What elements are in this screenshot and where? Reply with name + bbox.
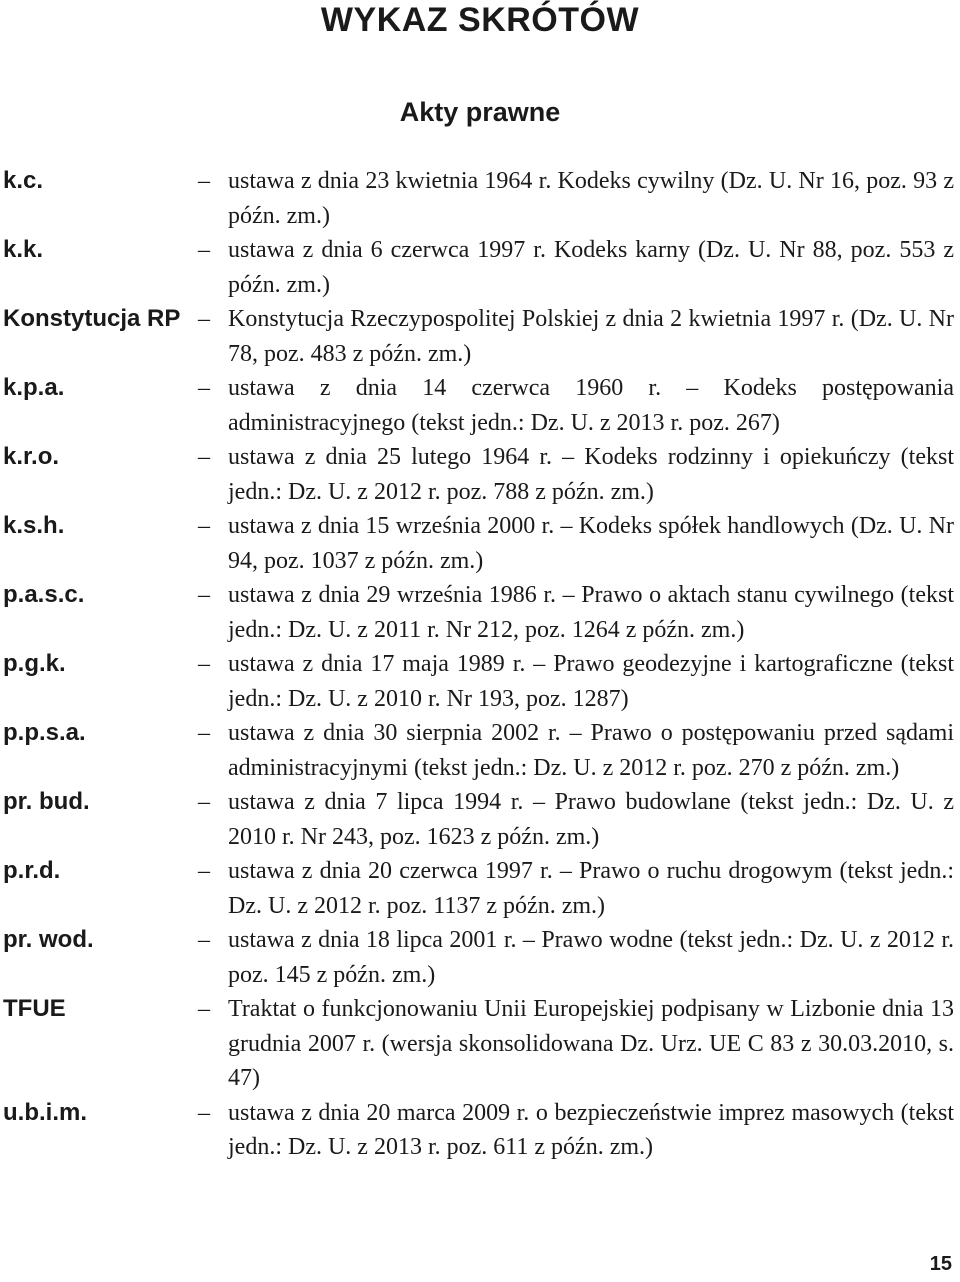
abbreviation: p.a.s.c. [3, 581, 85, 608]
list-item [0, 302, 960, 371]
abbreviation: k.c. [3, 167, 44, 194]
abbreviation: p.r.d. [3, 857, 61, 884]
list-item [0, 371, 960, 440]
list-item [0, 440, 960, 509]
abbreviation: pr. bud. [3, 788, 90, 815]
abbreviation-description: ustawa z dnia 30 sierpnia 2002 r. – Prawo o postępowaniu przed sądami administracyjnymi (tekst jedn.: Dz. U. z 2012 r. poz. 270 z późn. zm.) [228, 720, 954, 781]
list-item [0, 509, 960, 578]
abbreviation: u.b.i.m. [3, 1098, 87, 1126]
dash-separator: – [198, 720, 210, 746]
abbreviation: p.p.s.a. [3, 719, 86, 746]
abbreviation: pr. wod. [3, 926, 94, 953]
abbreviation-description: ustawa z dnia 15 września 2000 r. – Kodeks spółek handlowych (Dz. U. Nr 94, poz. 1037 z późn. zm.) [228, 513, 954, 574]
dash-separator: – [198, 444, 210, 470]
list-item [0, 854, 960, 923]
dash-separator: – [198, 513, 210, 539]
dash-separator: – [198, 375, 210, 401]
abbreviation-description: ustawa z dnia 20 czerwca 1997 r. – Prawo o ruchu drogowym (tekst jedn.: Dz. U. z 2012 r. poz. 1137 z późn. zm.) [228, 858, 954, 919]
section-title: Akty prawne [399, 97, 561, 127]
abbreviation-description: ustawa z dnia 7 lipca 1994 r. – Prawo budowlane (tekst jedn.: Dz. U. z 2010 r. Nr 243, poz. 1623 z późn. zm.) [228, 789, 954, 850]
abbreviation-description: ustawa z dnia 18 lipca 2001 r. – Prawo wodne (tekst jedn.: Dz. U. z 2012 r. poz. 145 z późn. zm.) [228, 927, 954, 988]
dash-separator: – [198, 927, 210, 953]
list-item [0, 923, 960, 992]
page-number: 15 [929, 1253, 952, 1275]
list-item [0, 716, 960, 785]
list-item [0, 164, 960, 233]
abbreviation-description: Konstytucja Rzeczypospolitej Polskiej z dnia 2 kwietnia 1997 r. (Dz. U. Nr 78, poz. 483 z późn. zm.) [228, 306, 954, 367]
list-item [0, 578, 960, 647]
dash-separator: – [198, 651, 210, 677]
dash-separator: – [198, 858, 210, 884]
dash-separator: – [198, 306, 210, 332]
list-item [0, 785, 960, 854]
abbreviation: Konstytucja RP [3, 305, 181, 332]
abbreviation-description: Traktat o funkcjonowaniu Unii Europejskiej podpisany w Lizbonie dnia 13 grudnia 2007 r. (wersja skonsolidowana Dz. Urz. UE C 83 z 30.03.2010, s. 47) [228, 996, 954, 1091]
abbreviation-description: ustawa z dnia 23 kwietnia 1964 r. Kodeks cywilny (Dz. U. Nr 16, poz. 93 z późn. zm.) [228, 168, 954, 229]
list-item [0, 992, 960, 1096]
dash-separator: – [198, 996, 210, 1022]
list-item [0, 233, 960, 302]
page-title: WYKAZ SKRÓTÓW [320, 1, 640, 39]
abbreviation: TFUE [3, 995, 66, 1022]
abbreviation: k.k. [3, 236, 44, 263]
dash-separator: – [198, 1099, 210, 1126]
abbreviation: k.p.a. [3, 374, 65, 401]
abbreviation-description: ustawa z dnia 25 lutego 1964 r. – Kodeks rodzinny i opiekuńczy (tekst jedn.: Dz. U. z 2012 r. poz. 788 z późn. zm.) [228, 444, 954, 505]
abbreviation-description: ustawa z dnia 14 czerwca 1960 r. – Kodeks postępowania administracyjnego (tekst jedn.: Dz. U. z 2013 r. poz. 267) [228, 375, 954, 436]
abbreviation-description: ustawa z dnia 6 czerwca 1997 r. Kodeks karny (Dz. U. Nr 88, poz. 553 z późn. zm.) [228, 237, 954, 298]
dash-separator: – [198, 789, 210, 815]
dash-separator: – [198, 582, 210, 608]
abbreviation: p.g.k. [3, 650, 66, 677]
dash-separator: – [198, 237, 210, 263]
abbreviation-list [0, 164, 960, 1165]
abbreviation-description: ustawa z dnia 20 marca 2009 r. o bezpieczeństwie imprez masowych (tekst jedn.: Dz. U. z 2013 r. poz. 611 z późn. zm.) [228, 1099, 954, 1160]
abbreviation: k.r.o. [3, 443, 60, 470]
dash-separator: – [198, 168, 210, 194]
abbreviation-description: ustawa z dnia 29 września 1986 r. – Prawo o aktach stanu cywilnego (tekst jedn.: Dz. U. z 2011 r. Nr 212, poz. 1264 z późn. zm.) [228, 582, 954, 643]
abbreviation-description: ustawa z dnia 17 maja 1989 r. – Prawo geodezyjne i kartograficzne (tekst jedn.: Dz. U. z 2010 r. Nr 193, poz. 1287) [228, 651, 954, 712]
list-item [0, 647, 960, 716]
abbreviation: k.s.h. [3, 512, 65, 539]
list-item [0, 1096, 960, 1165]
